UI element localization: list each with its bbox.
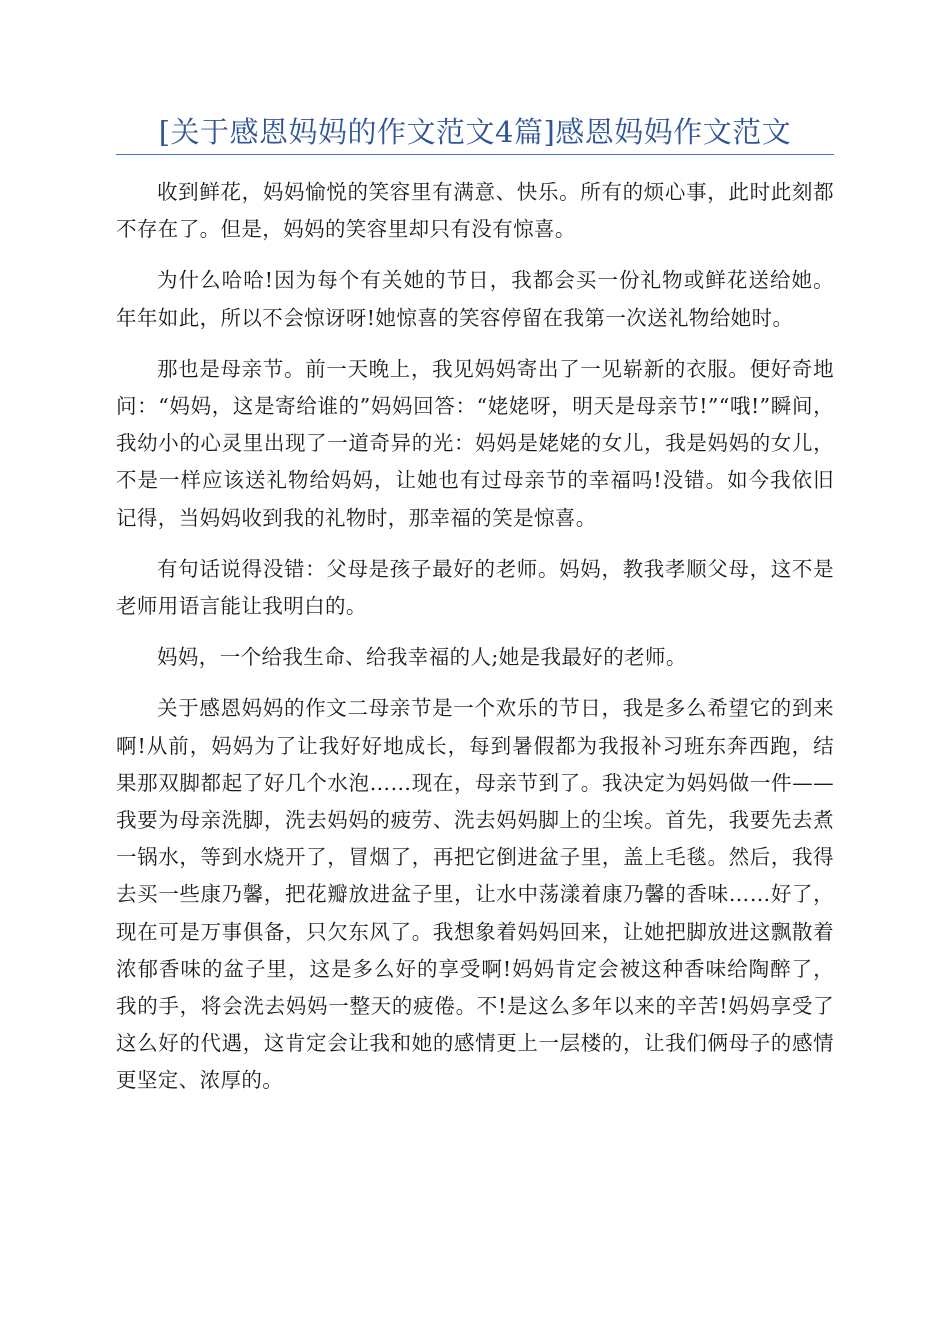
paragraph-5: 妈妈，一个给我生命、给我幸福的人;她是我最好的老师。 (157, 645, 687, 670)
paragraph-3: 那也是母亲节。前一天晚上，我见妈妈寄出了一见崭新的衣服。便好奇地问：“妈妈，这是寄给谁的”妈妈回答：“姥姥呀，明天是母亲节!”“哦!”瞬间，我幼小的心灵里出现了一道奇异的光：妈妈是姥姥的女儿，我是妈妈的女儿，不是一样应该送礼物给妈妈，让她也有过母亲节的幸福吗!没错。如今我依旧记得，当妈妈收到我的礼物时，那幸福的笑是惊喜。 (116, 356, 834, 530)
paragraph-1: 收到鲜花，妈妈愉悦的笑容里有满意、快乐。所有的烦心事，此时此刻都不存在了。但是，妈妈的笑容里却只有没有惊喜。 (116, 180, 834, 242)
document-body (116, 174, 834, 1114)
paragraph-4: 有句话说得没错：父母是孩子最好的老师。妈妈，教我孝顺父母，这不是老师用语言能让我明白的。 (116, 556, 834, 619)
title-underline (116, 154, 834, 155)
paragraph-2: 为什么哈哈!因为每个有关她的节日，我都会买一份礼物或鲜花送给她。年年如此，所以不会惊讶呀!她惊喜的笑容停留在我第一次送礼物给她时。 (116, 268, 834, 330)
document-title: [关于感恩妈妈的作文范文4篇]感恩妈妈作文范文 (158, 115, 792, 149)
paragraph-6: 关于感恩妈妈的作文二母亲节是一个欢乐的节日，我是多么希望它的到来啊!从前，妈妈为了让我好好地成长，每到暑假都为我报补习班东奔西跑，结果那双脚都起了好几个水泡……现在，母亲节到了。我决定为妈妈做一件——我要为母亲洗脚，洗去妈妈的疲劳、洗去妈妈脚上的尘埃。首先，我要先去煮一锅水，等到水烧开了，冒烟了，再把它倒进盆子里，盖上毛毯。然后，我得去买一些康乃馨，把花瓣放进盆子里，让水中荡漾着康乃馨的香味……好了，现在可是万事俱备，只欠东风了。我想象着妈妈回来，让她把脚放进这飘散着浓郁香味的盆子里，这是多么好的享受啊!妈妈肯定会被这种香味给陶醉了，我的手，将会洗去妈妈一整天的疲倦。不!是这么多年以来的辛苦!妈妈享受了这么好的代遇，这肯定会让我和她的感情更上一层楼的，让我们俩母子的感情更坚定、浓厚的。 (116, 696, 834, 1093)
